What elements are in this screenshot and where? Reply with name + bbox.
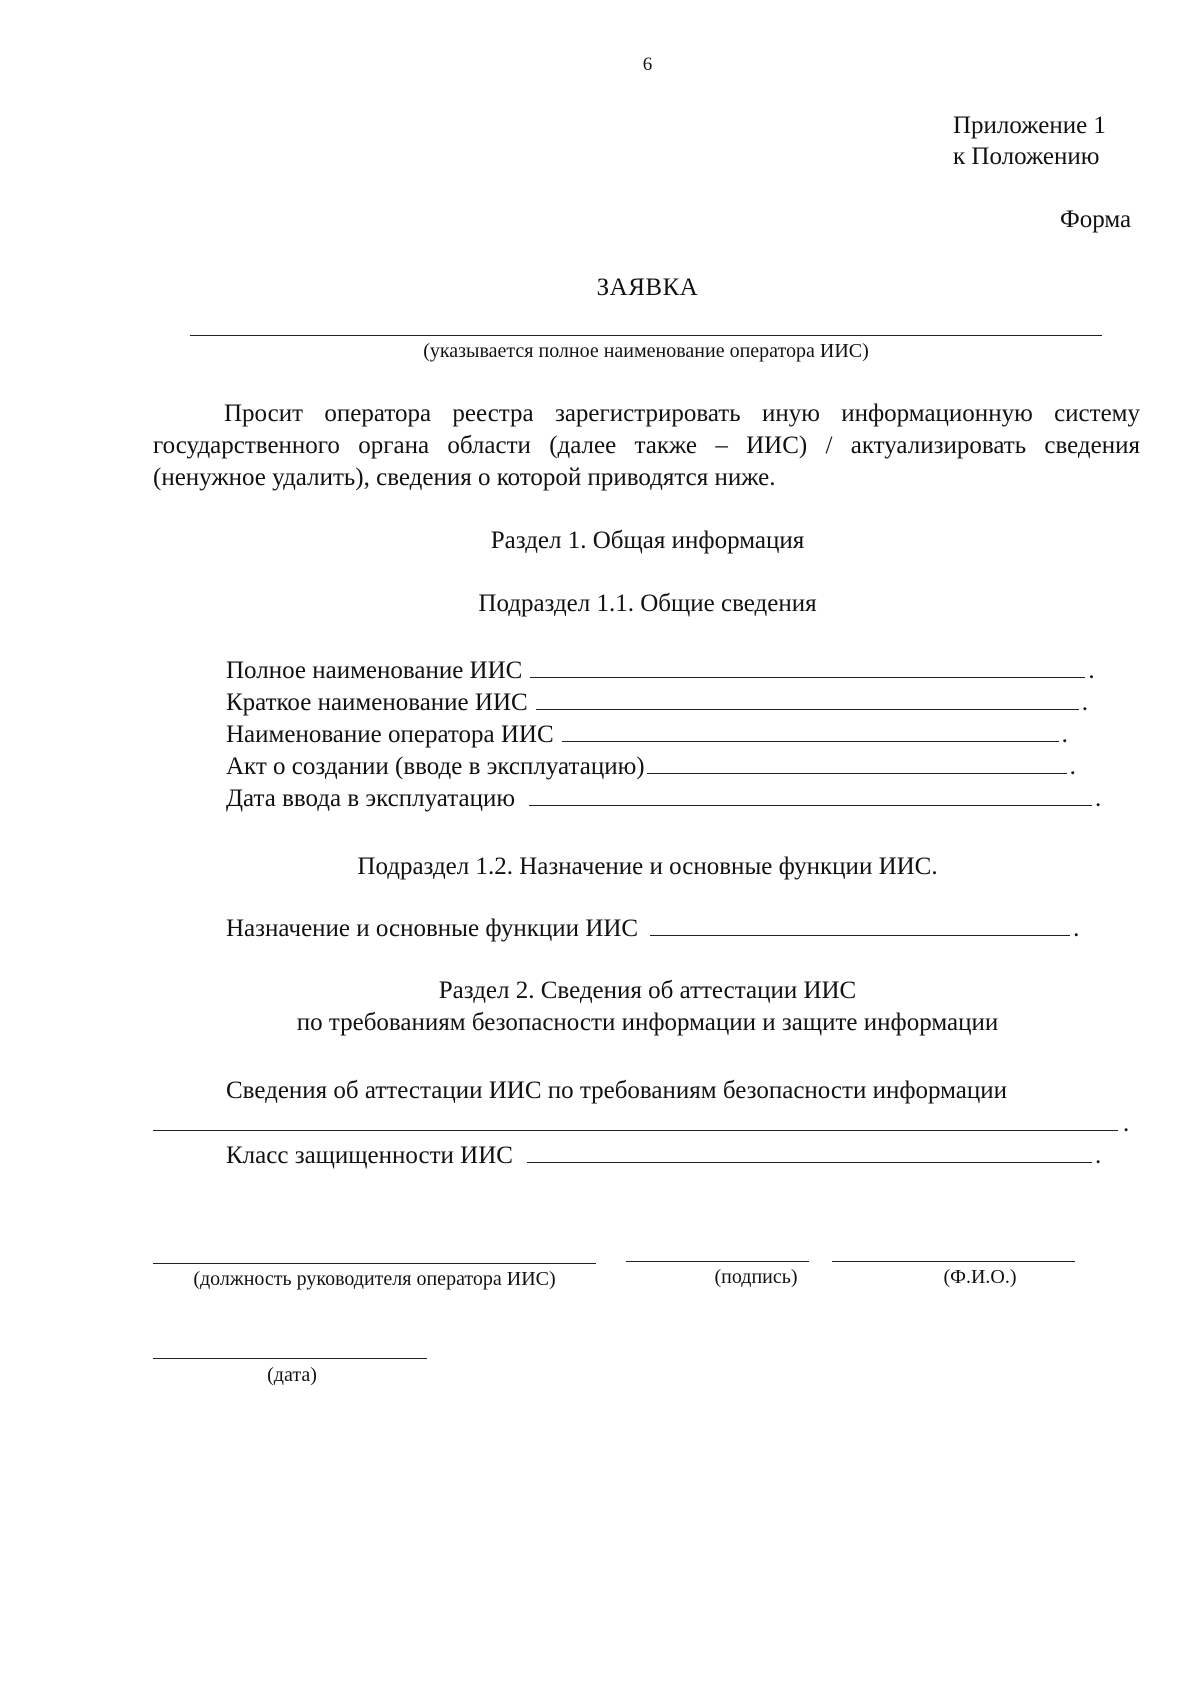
signature-input-line[interactable] xyxy=(626,1261,809,1262)
field-creation-act xyxy=(226,751,1076,783)
annex-reference xyxy=(953,110,1106,172)
field-label: Полное наименование ИИС xyxy=(226,657,523,684)
field-label: Наименование оператора ИИС xyxy=(226,721,554,748)
field-terminator: . xyxy=(1123,1110,1130,1137)
date-input-line[interactable] xyxy=(153,1358,427,1359)
page-number: 6 xyxy=(642,54,653,75)
section-2-heading-line-1: Раздел 2. Сведения об аттестации ИИС xyxy=(438,977,857,1004)
intro-paragraph xyxy=(153,398,1140,494)
field-terminator: . xyxy=(1061,721,1068,748)
field-terminator: . xyxy=(1073,915,1080,942)
field-security-class xyxy=(226,1140,1101,1172)
short-name-input-line[interactable] xyxy=(536,687,1079,710)
annex-line-2: к Положению xyxy=(953,143,1100,170)
field-short-name xyxy=(226,687,1088,719)
field-full-name xyxy=(226,655,1095,687)
annex-line-1: Приложение 1 xyxy=(953,112,1106,139)
signature-caption: (подпись) xyxy=(714,1266,798,1288)
commissioning-date-input-line[interactable] xyxy=(529,783,1092,806)
subsection-1-1-heading: Подраздел 1.1. Общие сведения xyxy=(478,590,817,617)
date-caption: (дата) xyxy=(267,1364,317,1386)
field-label: Акт о создании (вводе в эксплуатацию) xyxy=(226,753,645,780)
operator-caption: (указывается полное наименование оператора ИИС) xyxy=(423,340,869,362)
field-terminator: . xyxy=(1095,785,1102,812)
field-purpose-functions xyxy=(226,913,1079,945)
operator-name-line[interactable] xyxy=(190,335,1102,336)
section-2-heading-line-2: по требованиям безопасности информации и защите информации xyxy=(296,1009,999,1036)
subsection-1-2-heading: Подраздел 1.2. Назначение и основные функции ИИС. xyxy=(357,853,938,880)
full-name-caption: (Ф.И.О.) xyxy=(943,1266,1017,1288)
position-caption: (должность руководителя оператора ИИС) xyxy=(193,1268,556,1290)
field-operator-name xyxy=(226,719,1068,751)
field-label: Класс защищенности ИИС xyxy=(226,1142,513,1169)
field-commissioning-date xyxy=(226,783,1101,815)
field-terminator: . xyxy=(1081,689,1088,716)
creation-act-input-line[interactable] xyxy=(647,751,1067,774)
field-label: Дата ввода в эксплуатацию xyxy=(226,785,516,812)
intro-text: Просит оператора реестра зарегистрировать иную информационную систему государственного органа области (далее также – ИИС) / актуализировать сведения (ненужное удалить), сведения о которой приводятся ниже. xyxy=(153,400,1140,491)
field-attestation xyxy=(153,1075,1140,1107)
field-label: Сведения об аттестации ИИС по требованиям безопасности информации xyxy=(226,1077,1008,1104)
operator-name-input-line[interactable] xyxy=(562,719,1059,742)
position-input-line[interactable] xyxy=(153,1263,596,1264)
section-1-heading: Раздел 1. Общая информация xyxy=(490,527,805,554)
purpose-functions-input-line[interactable] xyxy=(650,913,1070,936)
field-terminator: . xyxy=(1094,1142,1102,1169)
full-name-input-line[interactable] xyxy=(530,655,1085,678)
document-title: ЗАЯВКА xyxy=(596,274,699,301)
field-label: Назначение и основные функции ИИС xyxy=(226,915,639,942)
field-terminator: . xyxy=(1069,753,1076,780)
field-terminator: . xyxy=(1088,657,1095,684)
full-name-signature-line[interactable] xyxy=(832,1261,1075,1262)
security-class-input-line[interactable] xyxy=(527,1140,1092,1163)
attestation-input-line[interactable] xyxy=(153,1130,1118,1131)
field-label: Краткое наименование ИИС xyxy=(226,689,528,716)
form-label: Форма xyxy=(1060,206,1132,233)
